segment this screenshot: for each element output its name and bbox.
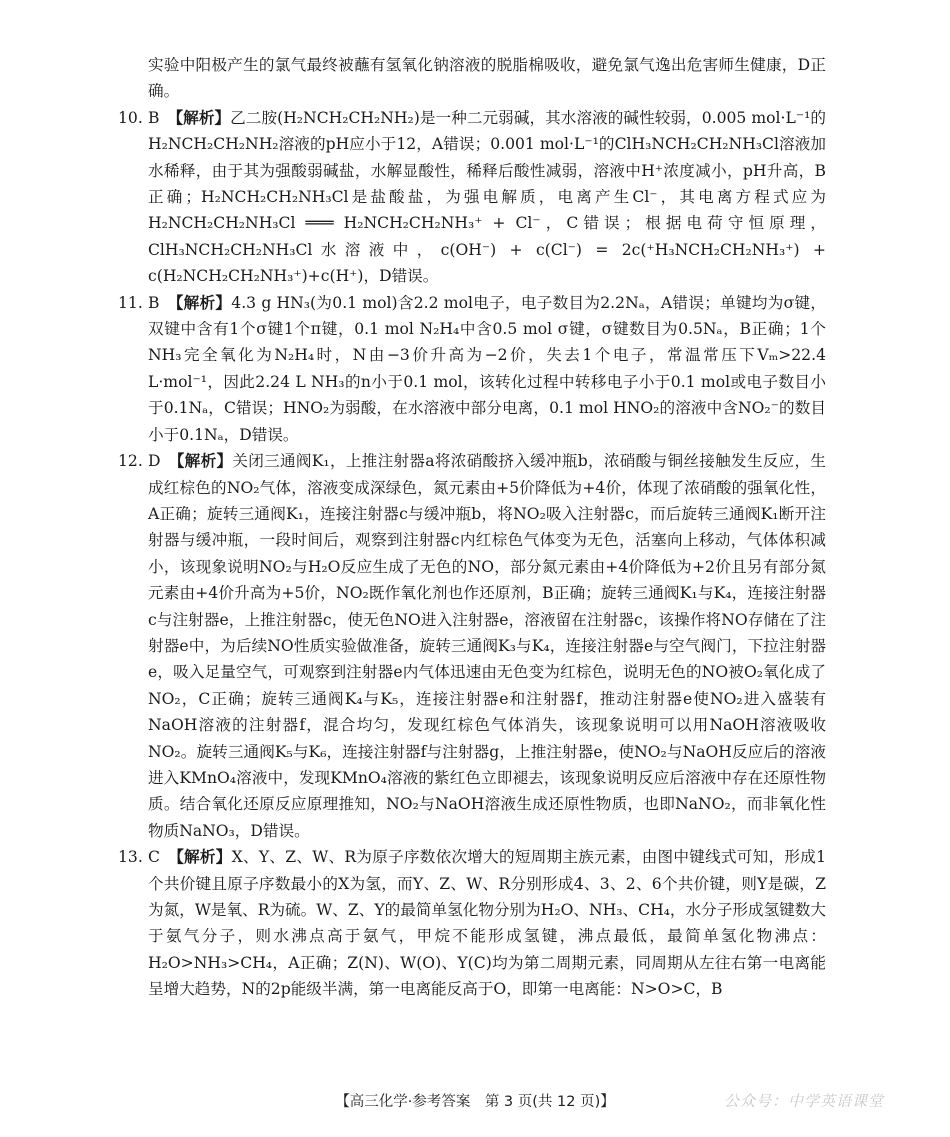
question-13 <box>118 844 826 1002</box>
answer-letter: D <box>148 452 161 471</box>
analysis-tag: 【解析】 <box>167 293 232 312</box>
watermark: 公众号：中学英语课堂 <box>723 1092 884 1110</box>
question-11 <box>118 290 826 448</box>
question-number: 10. <box>118 108 143 127</box>
question-10 <box>118 105 826 290</box>
question-number: 11. <box>118 293 143 312</box>
question-number: 13. <box>118 848 143 867</box>
question-number: 12. <box>118 452 143 471</box>
analysis-text: 4.3 g HN₃(为0.1 mol)含2.2 mol电子，电子数目为2.2Nₐ，A错误；单键均为σ键，双键中含有1个σ键1个π键，0.1 mol N₂H₄中含0.5 mol σ键，σ键数目为0.5Nₐ，B正确；1个NH₃完全氧化为N₂H₄时，N由−3价升高为−2价，失去1个电子，常温常压下Vₘ>22.4 L·mol⁻¹，因此2.24 L NH₃的n小于0.1 mol，该转化过程中转移电子小于0.1 mol或电子数目小于0.1Nₐ，C错误；HNO₂为弱酸，在水溶液中部分电离，0.1 mol HNO₂的溶液中含NO₂⁻的数目小于0.1Nₐ，D错误。 <box>148 293 826 444</box>
answer-letter: B <box>148 108 160 127</box>
analysis-text: 关闭三通阀K₁，上推注射器a将浓硝酸挤入缓冲瓶b，浓硝酸与铜丝接触发生反应，生成红棕色的NO₂气体，溶液变成深绿色，氮元素由+5价降低为+4价，体现了浓硝酸的强氧化性，A正确；旋转三通阀K₁，连接注射器c与缓冲瓶b，将NO₂吸入注射器c，而后旋转三通阀K₁断开注射器与缓冲瓶，一段时间后，观察到注射器c内红棕色气体变为无色，活塞向上移动，气体体积减小，该现象说明NO₂与H₂O反应生成了无色的NO，部分氮元素由+4价降低为+2价且另有部分氮元素由+4价升高为+5价，NO₂既作氧化剂也作还原剂，B正确；旋转三通阀K₁与K₄，连接注射器c与注射器e，上推注射器c，使无色NO进入注射器e，溶液留在注射器c，该操作将NO存储在了注射器e中，为后续NO性质实验做准备，旋转三通阀K₃与K₄，连接注射器e与空气阀门，下拉注射器e，吸入足量空气，可观察到注射器e内气体迅速由无色变为红棕色，说明无色的NO被O₂氧化成了NO₂，C正确；旋转三通阀K₄与K₅，连接注射器e和注射器f，推动注射器e使NO₂进入盛装有NaOH溶液的注射器f，混合均匀，发现红棕色气体消失，该现象说明可以用NaOH溶液吸收NO₂。旋转三通阀K₅与K₆，连接注射器f与注射器g，上推注射器e，使NO₂与NaOH反应后的溶液进入KMnO₄溶液中，发现KMnO₄溶液的紫红色立即褪去，该现象说明反应后溶液中存在还原性物质。结合氧化还原反应原理推知，NO₂与NaOH溶液生成还原性物质，也即NaNO₂，而非氧化性物质NaNO₃，D错误。 <box>148 452 827 840</box>
page-footer: 【高三化学·参考答案 第 3 页(共 12 页)】 <box>335 1094 615 1110</box>
analysis-tag: 【解析】 <box>167 848 232 867</box>
answer-letter: B <box>148 293 160 312</box>
analysis-tag: 【解析】 <box>168 452 233 471</box>
analysis-text: X、Y、Z、W、R为原子序数依次增大的短周期主族元素，由图中键线式可知，形成1个共价键且原子序数最小的X为氢，而Y、Z、W、R分别形成4、3、2、6个共价键，则Y是碳，Z为氮，W是氧、R为硫。W、Z、Y的最简单氢化物分别为H₂O、NH₃、CH₄，水分子形成氢键数大于氨气分子，则水沸点高于氨气，甲烷不能形成氢键，沸点最低，最简单氢化物沸点：H₂O>NH₃>CH₄，A正确；Z(N)、W(O)、Y(C)均为第二周期元素，同周期从左往右第一电离能呈增大趋势，N的2p能级半满，第一电离能反高于O，即第一电离能：N>O>C，B <box>148 848 826 999</box>
continuation-paragraph <box>118 52 826 105</box>
continuation-text: 实验中阳极产生的氯气最终被蘸有氢氧化钠溶液的脱脂棉吸收，避免氯气逸出危害师生健康，D正确。 <box>148 56 826 101</box>
question-12 <box>118 448 826 844</box>
analysis-tag: 【解析】 <box>167 108 231 127</box>
analysis-text: 乙二胺(H₂NCH₂CH₂NH₂)是一种二元弱碱，其水溶液的碱性较弱，0.005 mol·L⁻¹的H₂NCH₂CH₂NH₂溶液的pH应小于12，A错误；0.001 mol·L⁻¹的ClH₃NCH₂CH₂NH₃Cl溶液加水稀释，由于其为强酸弱碱盐，水解显酸性，稀释后酸性减弱，溶液中H⁺浓度减小，pH升高，B正确；H₂NCH₂CH₂NH₃Cl是盐酸盐，为强电解质，电离产生Cl⁻，其电离方程式应为H₂NCH₂CH₂NH₃Cl ═══ H₂NCH₂CH₂NH₃⁺ + Cl⁻，C错误；根据电荷守恒原理，ClH₃NCH₂CH₂NH₃Cl水溶液中，c(OH⁻) + c(Cl⁻) = 2c(⁺H₃NCH₂CH₂NH₃⁺) + c(H₂NCH₂CH₂NH₃⁺)+c(H⁺)，D错误。 <box>148 108 826 286</box>
answer-content <box>118 52 826 1003</box>
answer-letter: C <box>148 848 160 867</box>
